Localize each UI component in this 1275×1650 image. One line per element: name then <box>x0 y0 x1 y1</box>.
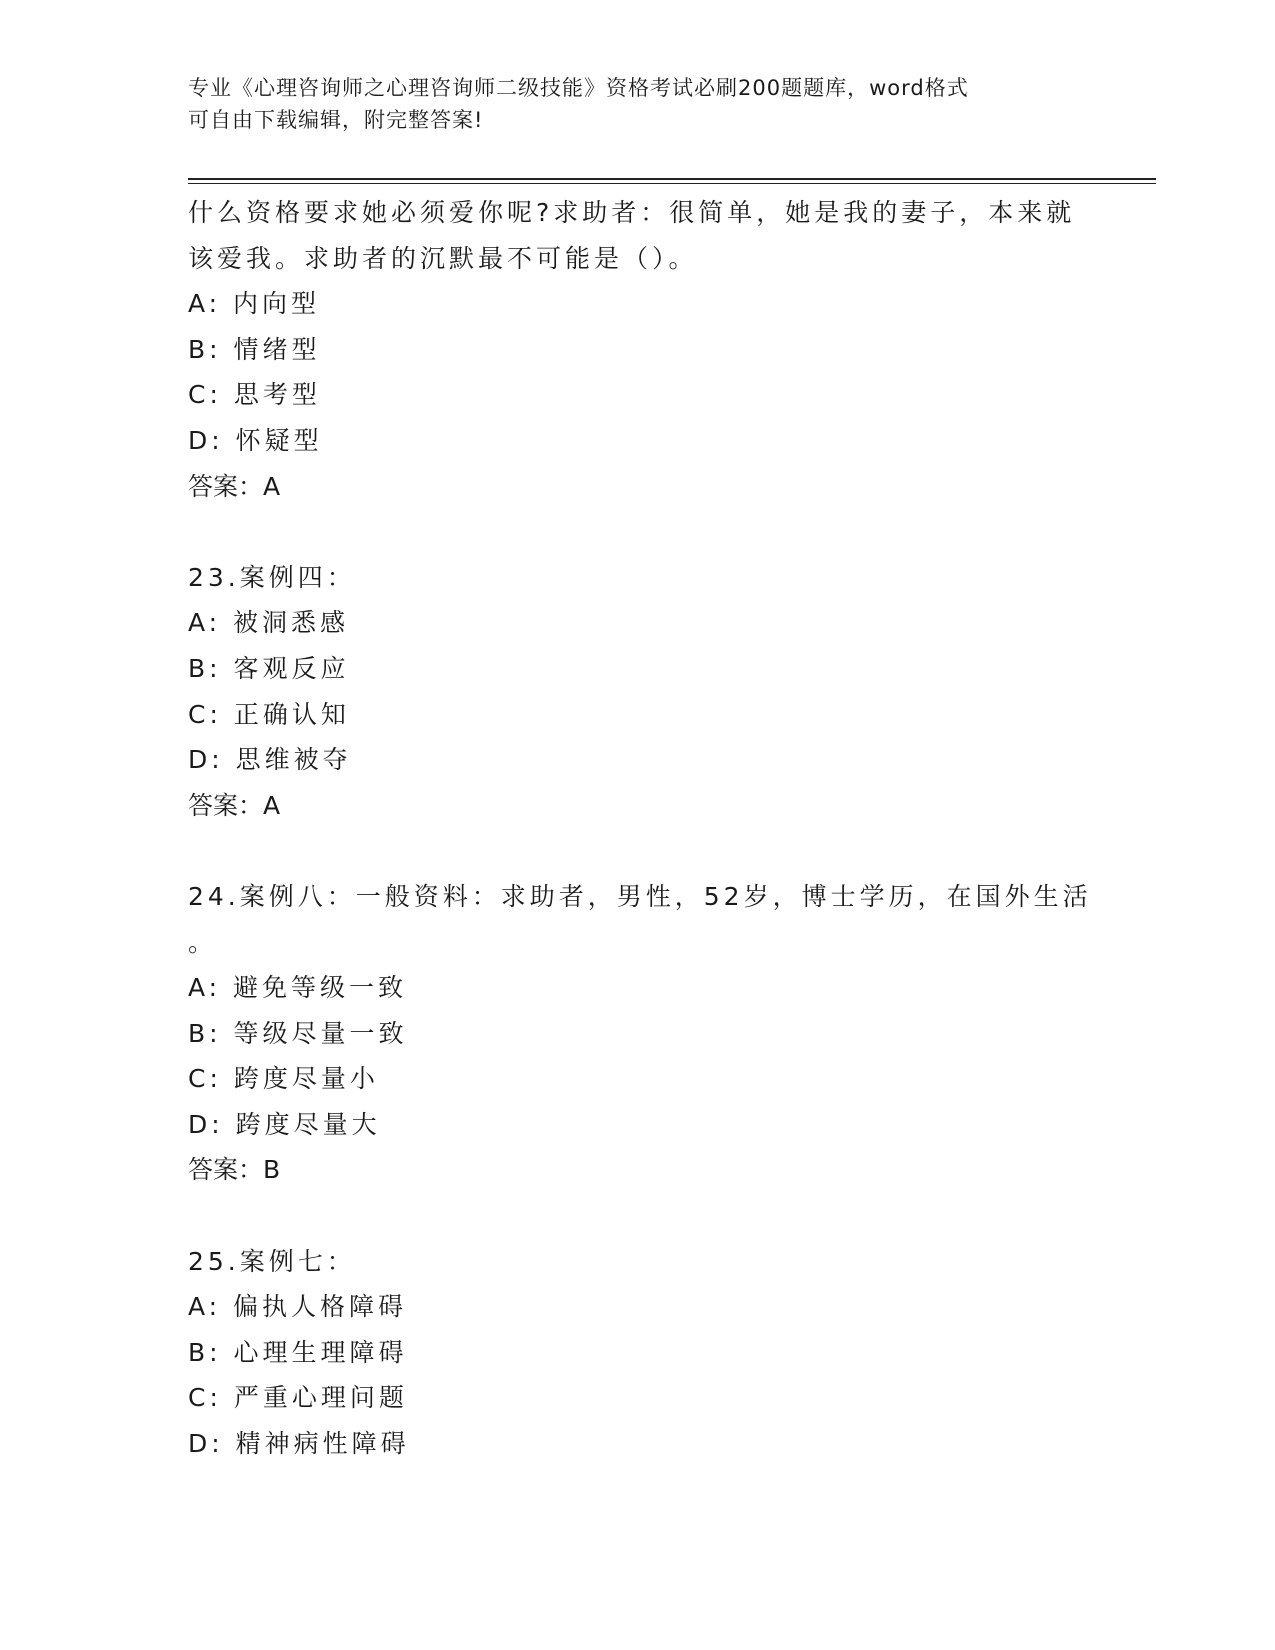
option-d: D: 思维被夺 <box>188 745 352 775</box>
spacer <box>188 509 1088 555</box>
question-text-continued: 。 <box>188 927 218 957</box>
answer-label: 答案：A <box>188 471 281 501</box>
option-c: C: 严重心理问题 <box>188 1383 408 1413</box>
option-b: B: 客观反应 <box>188 653 350 683</box>
header-divider-thin <box>188 183 1156 184</box>
option-a: A: 避免等级一致 <box>188 973 408 1003</box>
option-d: D: 怀疑型 <box>188 425 323 455</box>
option-a: A: 被洞悉感 <box>188 608 350 638</box>
question-text: 该爱我。求助者的沉默最不可能是（）。 <box>188 243 698 273</box>
spacer <box>188 1193 1088 1239</box>
option-c: C: 正确认知 <box>188 699 350 729</box>
document-body <box>188 190 1092 1467</box>
question-text: 24.案例八：一般资料：求助者，男性，52岁，博士学历，在国外生活 <box>188 881 1092 911</box>
option-c: C: 思考型 <box>188 380 321 410</box>
header-divider-thick <box>188 178 1156 180</box>
option-b: B: 心理生理障碍 <box>188 1337 408 1367</box>
header-line-1: 专业《心理咨询师之心理咨询师二级技能》资格考试必刷200题题库，word格式 <box>188 76 969 100</box>
question-block-24 <box>188 874 1092 1193</box>
question-text: 25.案例七： <box>188 1246 356 1276</box>
option-c: C: 跨度尽量小 <box>188 1064 379 1094</box>
header-line-2: 可自由下载编辑，附完整答案! <box>188 108 484 132</box>
spacer <box>188 828 1088 874</box>
question-text: 23.案例四： <box>188 562 356 592</box>
option-d: D: 精神病性障碍 <box>188 1429 410 1459</box>
option-b: B: 等级尽量一致 <box>188 1018 408 1048</box>
question-text: 什么资格要求她必须爱你呢?求助者：很简单，她是我的妻子，本来就 <box>188 198 1076 227</box>
answer-label: 答案：A <box>188 790 281 820</box>
option-a: A: 偏执人格障碍 <box>188 1292 408 1322</box>
document-header <box>188 72 1088 136</box>
question-block-22 <box>188 190 1088 509</box>
question-block-25 <box>188 1239 1088 1467</box>
option-b: B: 情绪型 <box>188 334 321 364</box>
option-d: D: 跨度尽量大 <box>188 1109 381 1139</box>
answer-label: 答案：B <box>188 1155 281 1185</box>
option-a: A: 内向型 <box>188 289 321 319</box>
question-block-23 <box>188 555 1088 829</box>
